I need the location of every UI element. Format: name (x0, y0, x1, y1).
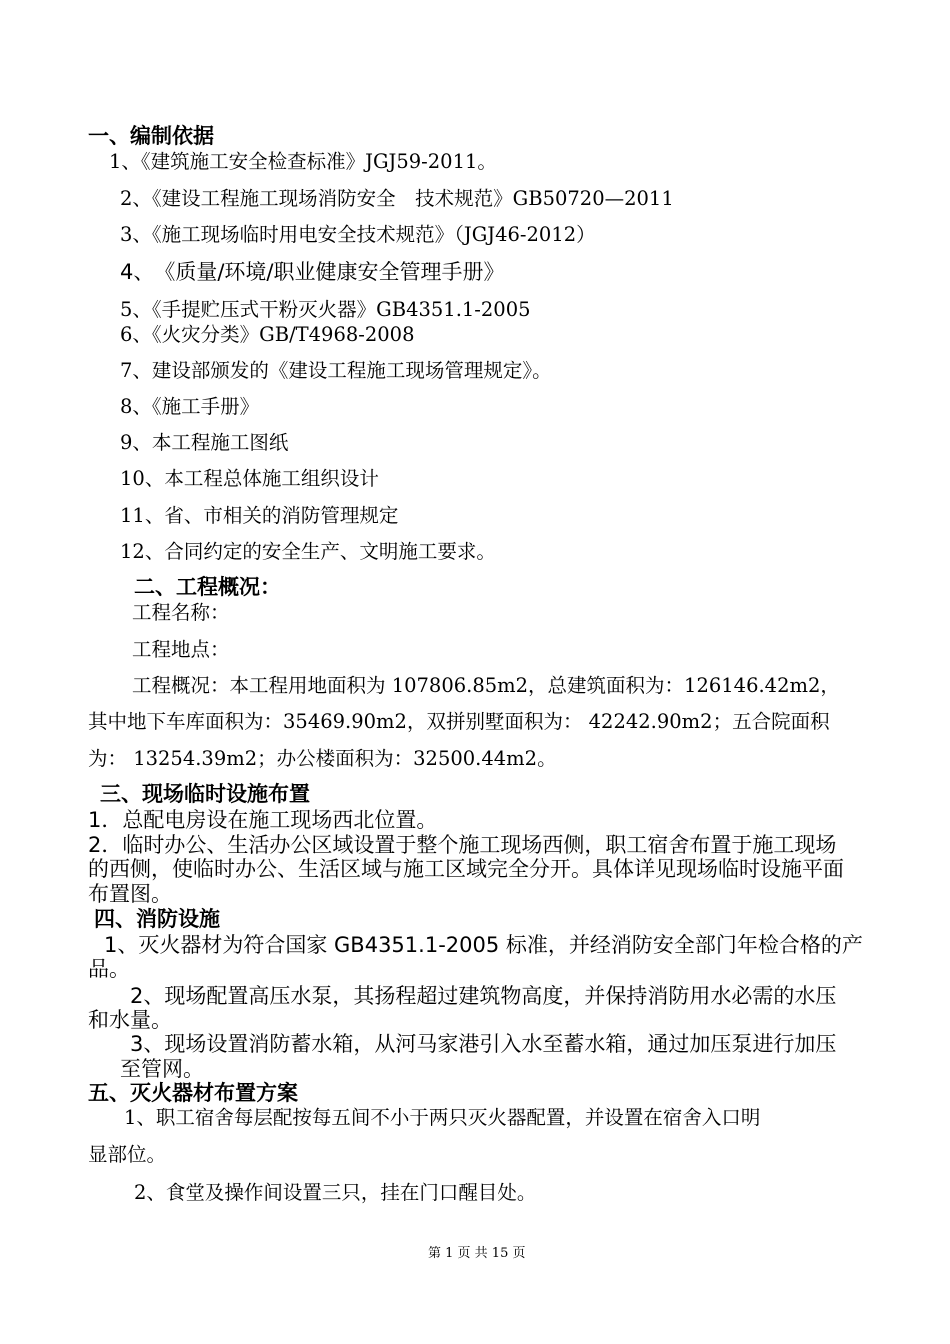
extinguisher-plan-line-3: 2、食堂及操作间设置三只，挂在门口醒目处。 (134, 1181, 537, 1204)
basis-item-9: 9、本工程施工图纸 (120, 431, 289, 454)
basis-item-10: 10、本工程总体施工组织设计 (120, 467, 379, 490)
basis-item-5: 5、《手提贮压式干粉灭火器》GB4351.1-2005 (120, 298, 531, 321)
basis-item-11: 11、省、市相关的消防管理规定 (120, 504, 399, 527)
basis-item-2: 2、《建设工程施工现场消防安全 技术规范》GB50720—2011 (120, 187, 674, 210)
project-name-label: 工程名称： (132, 601, 230, 624)
extinguisher-plan-line-1: 1、职工宿舍每层配按每五间不小于两只灭火器配置，并设置在宿舍入口明 (124, 1106, 761, 1129)
project-summary-line-1: 工程概况：本工程用地面积为 107806.85m2，总建筑面积为：126146.42m2， (132, 674, 840, 697)
section-heading-extinguisher-plan: 五、灭火器材布置方案 (88, 1081, 298, 1105)
basis-item-3: 3、《施工现场临时用电安全技术规范》（JGJ46-2012） (120, 223, 596, 246)
basis-item-12: 12、合同约定的安全生产、文明施工要求。 (120, 540, 496, 563)
basis-item-7: 7、建设部颁发的《建设工程施工现场管理规定》。 (120, 359, 552, 382)
project-location-label: 工程地点： (132, 638, 230, 661)
basis-item-8: 8、《施工手册》 (120, 395, 260, 418)
fire-facilities-line-5: 3、现场设置消防蓄水箱，从河马家港引入水至蓄水箱，通过加压泵进行加压 (130, 1032, 837, 1056)
basis-item-1: 1、《建筑施工安全检查标准》JGJ59-2011。 (109, 150, 497, 173)
temp-facilities-line-4: 布置图。 (88, 882, 172, 906)
basis-item-4: 4、 《质量/环境/职业健康安全管理手册》 (120, 260, 505, 284)
section-heading-overview: 二、工程概况： (134, 575, 281, 599)
temp-facilities-line-3: 的西侧，使临时办公、生活区域与施工区域完全分开。具体详见现场临时设施平面 (88, 857, 844, 881)
section-heading-temp-facilities: 三、现场临时设施布置 (100, 782, 310, 806)
extinguisher-plan-line-2: 显部位。 (88, 1143, 167, 1166)
page-indicator: 第 1 页 共 15 页 (428, 1246, 526, 1261)
section-heading-basis: 一、编制依据 (88, 124, 214, 148)
project-summary-line-3: 为： 13254.39m2；办公楼面积为：32500.44m2。 (88, 747, 557, 770)
basis-item-6: 6、《火灾分类》GB/T4968-2008 (120, 323, 415, 346)
temp-facilities-line-1: 1．总配电房设在施工现场西北位置。 (88, 808, 438, 832)
project-summary-line-2: 其中地下车库面积为：35469.90m2，双拼别墅面积为： 42242.90m2；五合院面积 (88, 710, 830, 733)
fire-facilities-line-4: 和水量。 (88, 1008, 172, 1032)
fire-facilities-line-2: 品。 (88, 957, 130, 981)
fire-facilities-line-1: 1、灭火器材为符合国家 GB4351.1-2005 标准，并经消防安全部门年检合格的产 (104, 933, 863, 957)
section-heading-fire-facilities: 四、消防设施 (94, 907, 220, 931)
temp-facilities-line-2: 2．临时办公、生活办公区域设置于整个施工现场西侧，职工宿舍布置于施工现场 (88, 833, 837, 857)
fire-facilities-line-3: 2、现场配置高压水泵，其扬程超过建筑物高度，并保持消防用水必需的水压 (130, 984, 837, 1008)
fire-facilities-line-6: 至管网。 (120, 1057, 204, 1081)
